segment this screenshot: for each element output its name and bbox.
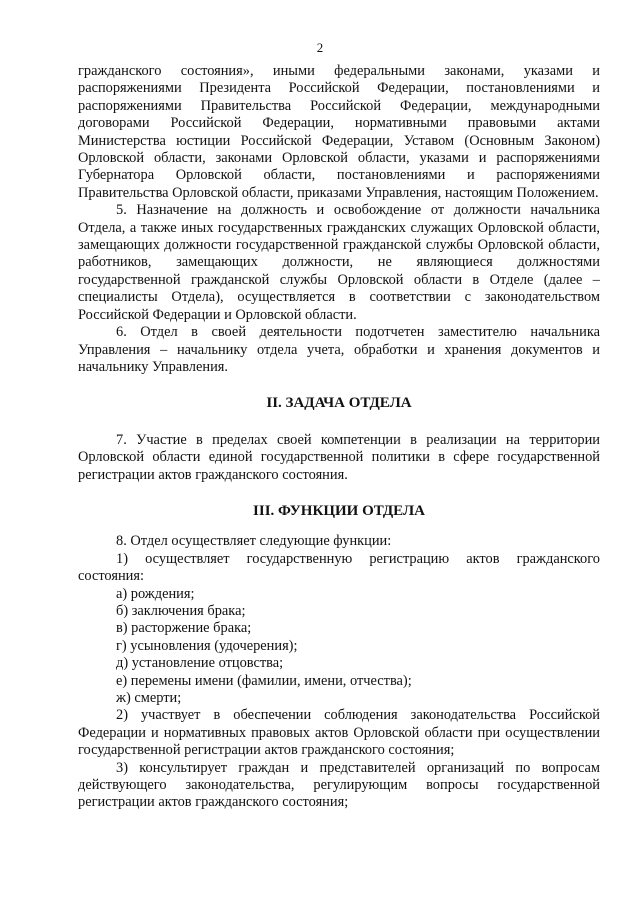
list-item: в) расторжение брака; — [116, 620, 252, 637]
page-number: 2 — [316, 40, 324, 55]
function-item-2: 2) участвует в обеспечении соблюдения законодательства Российской Федерации и нормативных правовых актов Орловской области при осуществлении государственной регистрации актов гражданского состояния; — [78, 707, 600, 759]
paragraph-5: 5. Назначение на должность и освобождение от должности начальника Отдела, а также иных государственных гражданских служащих Орловской области, замещающих должности государственной гражданской службы Орловской области, работников, замещающих должности, не являющиеся должностями государственной гражданской службы Орловской области в Отделе (далее – специалисты Отдела), осуществляется в соответствии с законодательством Российской Федерации и Орловской области. — [78, 202, 600, 323]
function-item-3: 3) консультирует граждан и представителей организаций по вопросам действующего законодательства, регулирующим вопросы государственной регистрации актов гражданского состояния; — [78, 759, 600, 811]
paragraph-6: 6. Отдел в своей деятельности подотчетен заместителю начальника Управления – начальнику отдела учета, обработки и хранения документов и начальнику Управления. — [78, 324, 600, 375]
paragraph-8-intro: 8. Отдел осуществляет следующие функции: — [116, 533, 392, 550]
section-heading-task: II. ЗАДАЧА ОТДЕЛА — [266, 395, 412, 412]
list-item: е) перемены имени (фамилии, имени, отчества); — [116, 672, 412, 689]
document-body — [78, 63, 600, 812]
list-item: б) заключения брака; — [116, 602, 246, 619]
function-item-1: 1) осуществляет государственную регистрацию актов гражданского состояния: — [78, 550, 600, 585]
list-item: г) усыновления (удочерения); — [116, 637, 298, 654]
list-item: д) установление отцовства; — [116, 655, 284, 672]
paragraph-continuation: гражданского состояния», иными федеральными законами, указами и распоряжениями Президента Российской Федерации, постановлениями и распоряжениями Правительства Российской Федерации, международными договорами Российской Федерации, нормативными правовыми актами Министерства юстиции Российской Федерации, Уставом (Основным Законом) Орловской области, законами Орловской области, указами и распоряжениями Губернатора Орловской области, постановлениями и распоряжениями Правительства Орловской области, приказами Управления, настоящим Положением. — [78, 63, 600, 201]
section-heading-functions: III. ФУНКЦИИ ОТДЕЛА — [253, 502, 425, 519]
list-item: а) рождения; — [116, 585, 195, 602]
paragraph-7: 7. Участие в пределах своей компетенции в реализации на территории Орловской области единой государственной политики в сфере государственной регистрации актов гражданского состояния. — [78, 431, 600, 483]
list-item: ж) смерти; — [116, 690, 182, 706]
